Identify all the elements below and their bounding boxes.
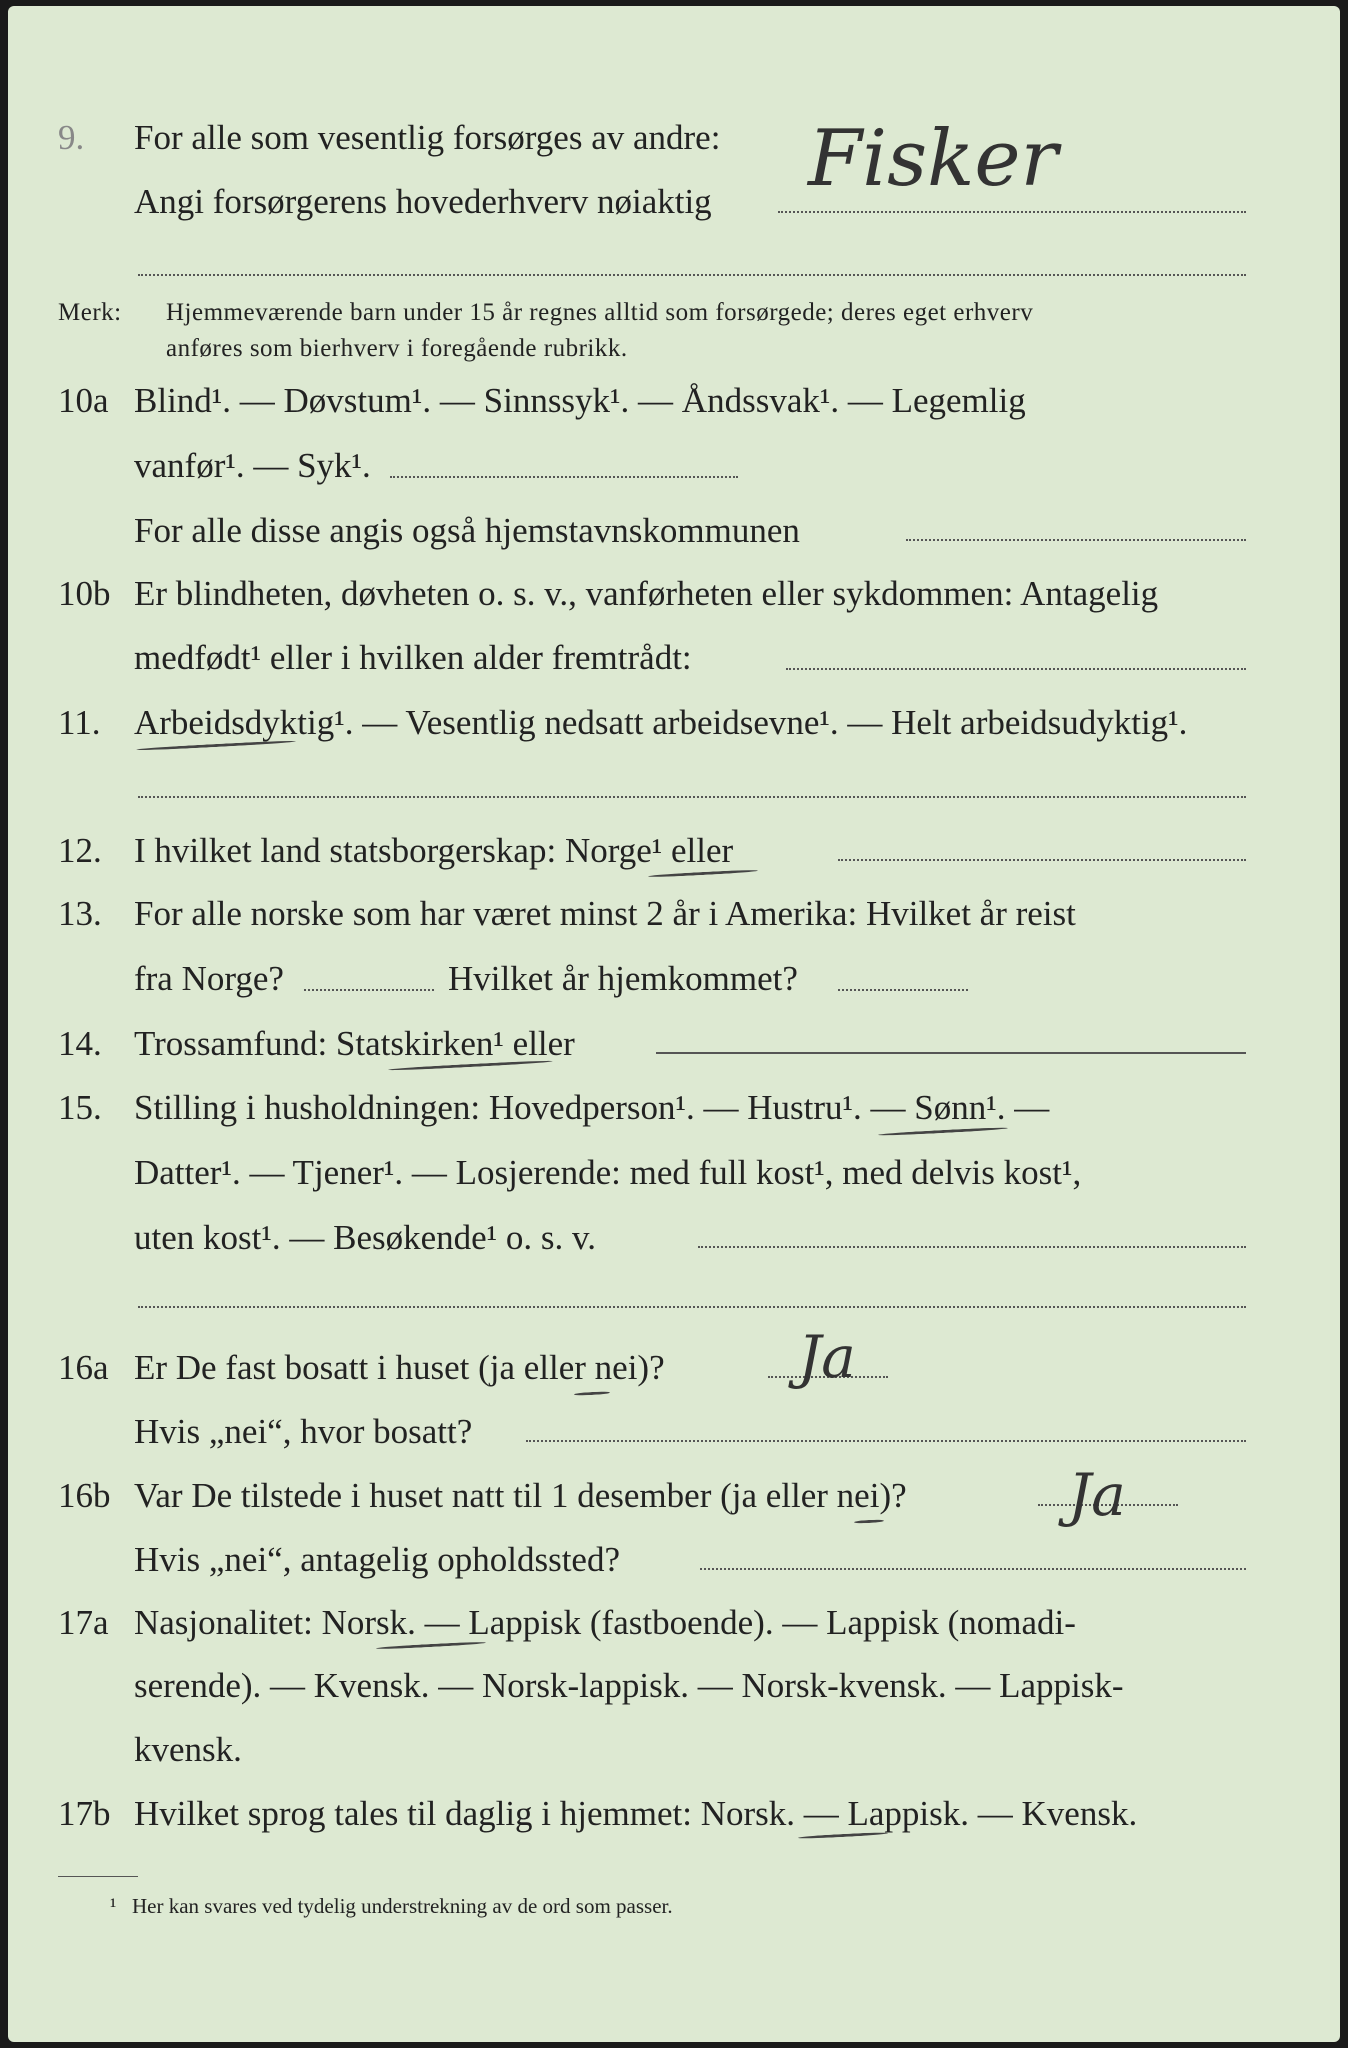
q10a-number: 10a	[58, 381, 109, 420]
q9-line2: Angi forsørgerens hovederhverv nøiaktig	[134, 182, 712, 221]
q16a-handwritten-underline	[574, 1391, 610, 1396]
q14-line1: Trossamfund: Statskirken¹ eller	[134, 1024, 575, 1063]
census-form-page	[8, 6, 1340, 2042]
q16b-handwritten-answer: Ja	[1068, 1461, 1126, 1529]
merk-label: Merk:	[58, 299, 122, 326]
q15-line2: Datter¹. — Tjener¹. — Losjerende: med full kost¹, med delvis kost¹,	[134, 1153, 1082, 1192]
q17a-line3: kvensk.	[134, 1730, 242, 1769]
footnote-rule	[58, 1876, 138, 1877]
q12-number: 12.	[58, 831, 102, 870]
q9-answer-line	[778, 211, 1246, 213]
q10b-number: 10b	[58, 574, 111, 613]
q13-line2a: fra Norge?	[134, 959, 284, 998]
q15-line1: Stilling i husholdningen: Hovedperson¹. — Hustru¹. — Sønn¹. —	[134, 1088, 1050, 1127]
q13-hjemkommet-answer-line	[838, 989, 968, 991]
q10a-hjemstavn-answer-line	[906, 539, 1246, 541]
q11-line1: Arbeidsdyktig¹. — Vesentlig nedsatt arbeidsevne¹. — Helt arbeidsudyktig¹.	[134, 703, 1188, 742]
q15-handwritten-underline	[878, 1127, 1008, 1137]
q15-number: 15.	[58, 1088, 102, 1127]
q10a-line1: Blind¹. — Døvstum¹. — Sinnssyk¹. — Åndssvak¹. — Legemlig	[134, 381, 1026, 420]
q14-number: 14.	[58, 1024, 102, 1063]
q13-line2b: Hvilket år hjemkommet?	[448, 959, 798, 998]
q16b-number: 16b	[58, 1476, 111, 1515]
q10b-line2: medfødt¹ eller i hvilken alder fremtrådt:	[134, 638, 692, 677]
q9-extra-line	[138, 274, 1246, 276]
q16a-handwritten-answer: Ja	[798, 1323, 856, 1391]
q15-answer-line	[698, 1246, 1246, 1248]
q12-line1: I hvilket land statsborgerskap: Norge¹ eller	[134, 831, 734, 870]
q16a-line2: Hvis „nei“, hvor bosatt?	[134, 1412, 473, 1451]
q10b-line1: Er blindheten, døvheten o. s. v., vanførheten eller sykdommen: Antagelig	[134, 574, 1159, 613]
q10a-syk-answer-line	[390, 476, 738, 478]
q12-answer-line	[838, 859, 1246, 861]
q13-reist-answer-line	[304, 989, 434, 991]
q14-answer-line	[656, 1052, 1246, 1054]
q11-extra-line	[138, 796, 1246, 798]
q10a-line3: For alle disse angis også hjemstavnskommunen	[134, 511, 800, 550]
merk-line2: anføres som bierhverv i foregående rubrikk.	[166, 335, 628, 362]
q17a-number: 17a	[58, 1603, 109, 1642]
q17b-line1: Hvilket sprog tales til daglig i hjemmet: Norsk. — Lappisk. — Kvensk.	[134, 1794, 1138, 1833]
q15-extra-line	[138, 1306, 1246, 1308]
q17a-line2: serende). — Kvensk. — Norsk-lappisk. — Norsk-kvensk. — Lappisk-	[134, 1666, 1124, 1705]
q10a-line2: vanfør¹. — Syk¹.	[134, 446, 371, 485]
q16b-opholdssted-answer-line	[700, 1568, 1246, 1570]
q16b-handwritten-underline	[854, 1519, 884, 1524]
q9-number: 9.	[58, 118, 85, 157]
merk-line1: Hjemmeværende barn under 15 år regnes alltid som forsørgede; deres eget erhverv	[166, 299, 1034, 326]
q16b-line2: Hvis „nei“, antagelig opholdssted?	[134, 1540, 620, 1579]
q16b-line1: Var De tilstede i huset natt til 1 desember (ja eller nei)?	[134, 1476, 907, 1515]
q9-line1: For alle som vesentlig forsørges av andre:	[134, 118, 721, 157]
q13-number: 13.	[58, 894, 102, 933]
q11-number: 11.	[58, 703, 101, 742]
q13-line1: For alle norske som har været minst 2 år i Amerika: Hvilket år reist	[134, 894, 1076, 933]
q16a-bosatt-answer-line	[526, 1440, 1246, 1442]
q17b-number: 17b	[58, 1794, 111, 1833]
q15-line3: uten kost¹. — Besøkende¹ o. s. v.	[134, 1218, 597, 1257]
footnote-mark: ¹	[110, 1894, 117, 1918]
q17a-line1: Nasjonalitet: Norsk. — Lappisk (fastboende). — Lappisk (nomadi-	[134, 1603, 1076, 1642]
q10b-answer-line	[786, 668, 1246, 670]
q9-handwritten-answer: Fisker	[808, 114, 1058, 204]
q16a-line1: Er De fast bosatt i huset (ja eller nei)?	[134, 1348, 665, 1387]
q16a-number: 16a	[58, 1348, 109, 1387]
footnote-text: Her kan svares ved tydelig understrekning av de ord som passer.	[132, 1894, 673, 1918]
